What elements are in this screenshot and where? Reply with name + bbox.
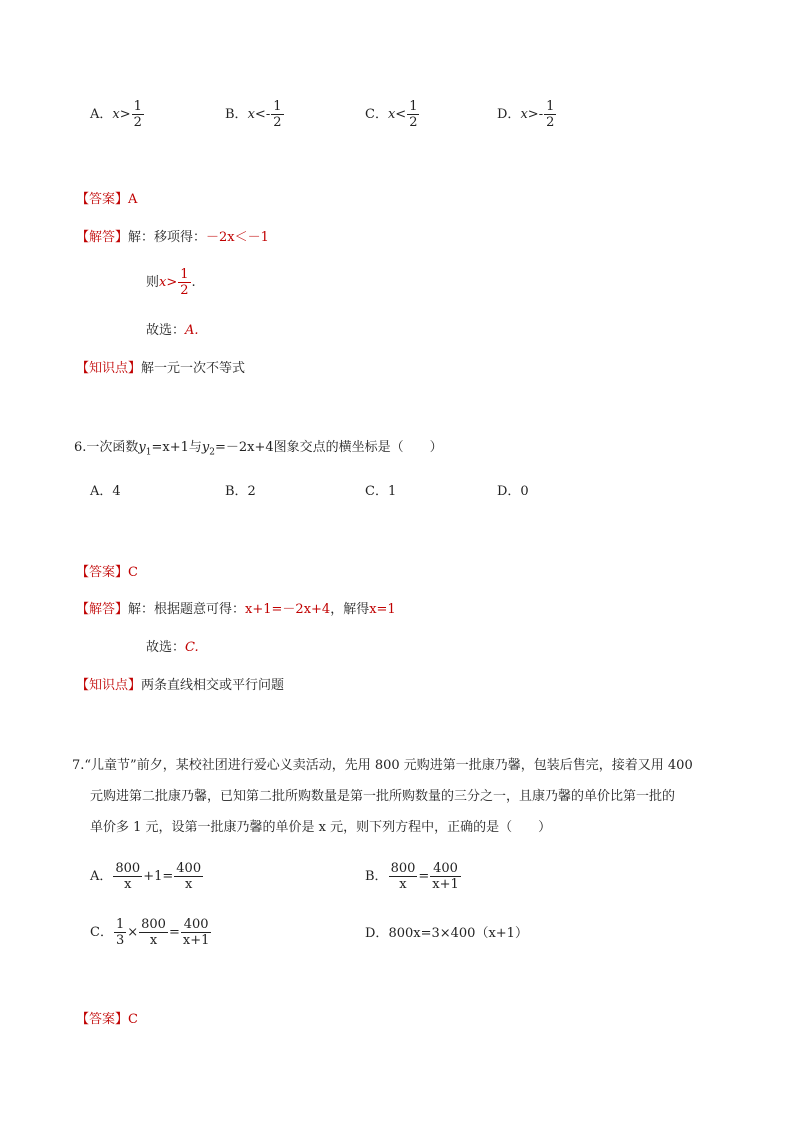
fraction: $\frac{1}{2}$ [133, 99, 142, 130]
q5-choose-line: 故选：A. [146, 323, 199, 338]
knowledge-tag: 【知识点】 [76, 361, 142, 376]
q6-option-b: B．2 [225, 484, 256, 499]
q6-stem: 6.一次函数$y_1=x+1$与$y_2=-2x+4$图象交点的横坐标是（ ） [74, 440, 443, 458]
q7-option-d: D．800x=3×400（x+1） [365, 926, 528, 941]
q7-option-c: C． $\frac{1}{3}$ × $\frac{800}{x}$ = $\frac{400}{x+1}$ [90, 917, 210, 948]
q5-option-b: B．x<- $\frac{1}{2}$ [225, 99, 282, 130]
fraction: $\frac{1}{2}$ [180, 267, 189, 298]
q6-choose-line: 故选：C. [146, 640, 199, 655]
fraction: $\frac{800}{x}$ [390, 861, 416, 892]
fraction: $\frac{800}{x}$ [141, 917, 166, 948]
q7-stem-line-3: 单价多 1 元，设第一批康乃馨的单价是 x 元，则下列方程中，正确的是（ ） [90, 820, 552, 835]
q6-answer [76, 559, 138, 587]
q7-answer [76, 1006, 138, 1034]
fraction: $\frac{400}{x+1}$ [182, 917, 210, 948]
q5-answer [76, 186, 137, 214]
fraction: $\frac{1}{3}$ [115, 917, 125, 948]
q7-stem-line-1: 7.“儿童节”前夕，某校社团进行爱心义卖活动，先用 800 元购进第一批康乃馨，包装后售完，接着又用 400 [72, 758, 693, 773]
q6-knowledge: 【知识点】两条直线相交或平行问题 [76, 678, 285, 693]
knowledge-tag: 【知识点】 [76, 678, 142, 693]
q5-then-line: 则x> $\frac{1}{2}$ . [146, 267, 196, 298]
fraction: $\frac{1}{2}$ [273, 99, 282, 130]
fraction: $\frac{1}{2}$ [546, 99, 555, 130]
answer-tag: 【答案】 [76, 1012, 129, 1027]
answer-value: A [128, 192, 138, 207]
fraction: $\frac{400}{x+1}$ [432, 861, 459, 892]
answer-tag: 【答案】 [76, 565, 129, 580]
q6-solution: 【解答】解：根据题意可得：x+1=－2x+4，解得x=1 [76, 602, 396, 617]
q7-stem-line-2: 元购进第二批康乃馨，已知第二批所购数量是第一批所购数量的三分之一，且康乃馨的单价比第一批的 [90, 789, 676, 804]
solution-tag: 【解答】 [76, 602, 129, 617]
q6-option-c: C．1 [365, 484, 397, 499]
answer-value: C [128, 1012, 138, 1027]
fraction: $\frac{1}{2}$ [409, 99, 418, 130]
q5-knowledge: 【知识点】解一元一次不等式 [76, 361, 246, 376]
answer-value: C [128, 565, 138, 580]
fraction: $\frac{800}{x}$ [115, 861, 141, 892]
q6-option-d: D．0 [497, 484, 529, 499]
q5-option-d: D．x>- $\frac{1}{2}$ [497, 99, 555, 130]
q5-option-a: A．x> $\frac{1}{2}$ [90, 99, 142, 130]
q7-option-b: B． $\frac{800}{x}$ = $\frac{400}{x+1}$ [365, 861, 459, 892]
fraction: $\frac{400}{x}$ [176, 861, 202, 892]
answer-tag: 【答案】 [76, 192, 129, 207]
q5-solution: 【解答】解：移项得：－2x＜－1 [76, 230, 269, 245]
q7-option-a: A． $\frac{800}{x}$ +1= $\frac{400}{x}$ [90, 861, 202, 892]
solution-tag: 【解答】 [76, 230, 129, 245]
q6-option-a: A．4 [90, 484, 121, 499]
q5-option-c: C．x< $\frac{1}{2}$ [365, 99, 418, 130]
